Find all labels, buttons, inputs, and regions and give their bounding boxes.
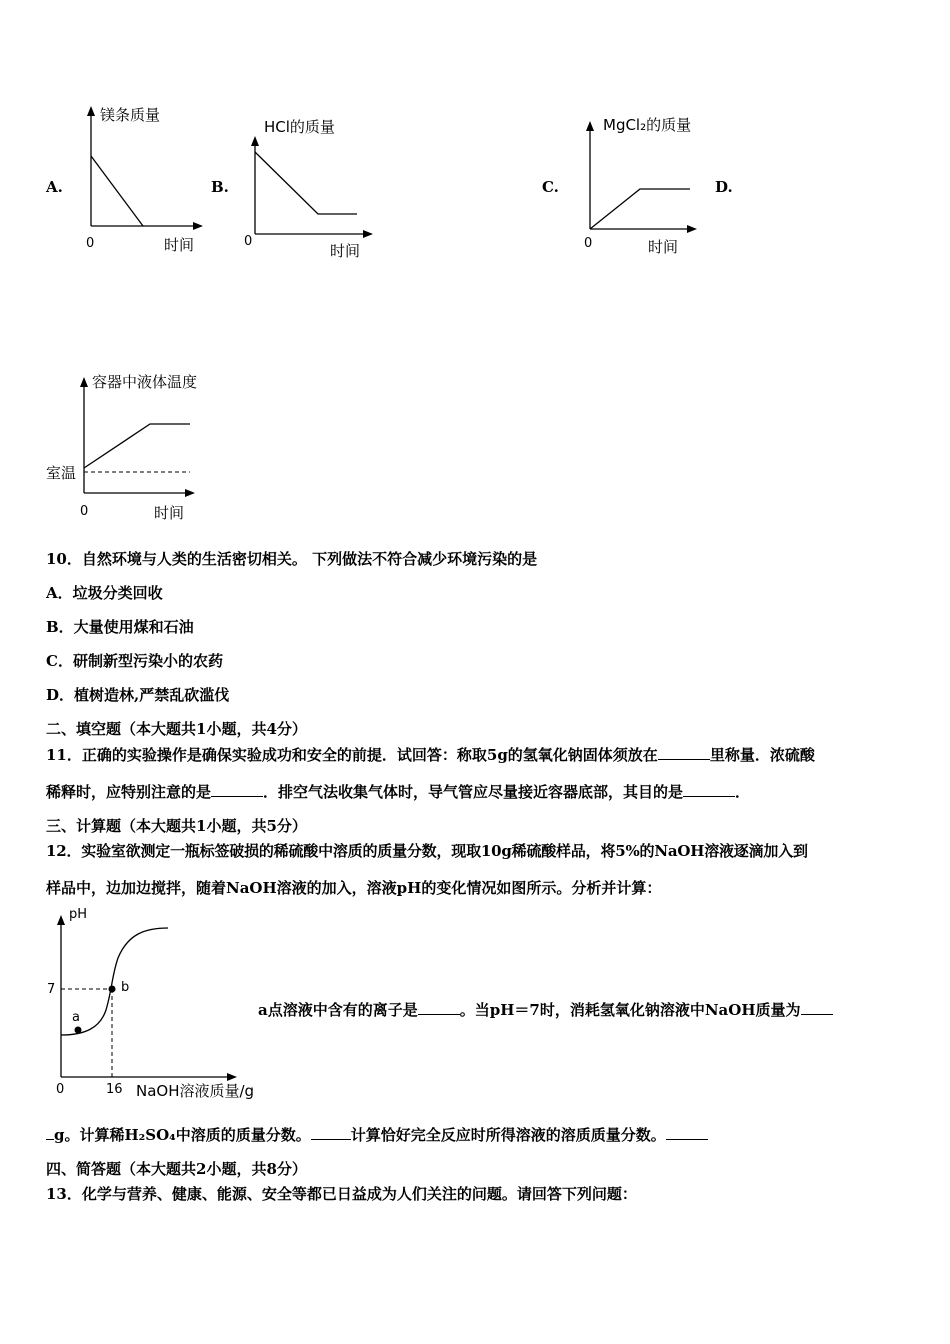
graph-b-xlabel: 时间	[330, 242, 361, 260]
q12-side-text-1: a点溶液中含有的离子是	[258, 1001, 418, 1019]
option-a-label: A.	[46, 178, 63, 196]
graph-b-origin: 0	[244, 234, 253, 249]
graph-d-ylabel: 容器中液体温度	[92, 373, 198, 391]
section-3-title: 三、计算题（本大题共1小题，共5分）	[46, 817, 307, 835]
q12-blank-4[interactable]	[666, 1125, 708, 1140]
ph-point-b	[109, 986, 116, 993]
graph-a-ylabel: 镁条质量	[100, 106, 161, 124]
ph-y-arrow	[57, 915, 65, 925]
ph-tick-7: 7	[47, 982, 56, 997]
option-c-label: C.	[542, 178, 559, 196]
graph-d-room-label: 室温	[46, 464, 77, 482]
q12-side-text-2: 。当pH＝7时，消耗氢氧化钠溶液中NaOH质量为	[459, 1001, 801, 1019]
q12-text-3b: 计算恰好完全反应时所得溶液的溶质质量分数。	[350, 1126, 666, 1144]
ph-label-b: b	[121, 980, 130, 995]
q10-option-d: D．植树造林,严禁乱砍滥伐	[46, 686, 230, 704]
graph-a-origin: 0	[86, 236, 95, 251]
q12-side-text	[258, 999, 833, 1020]
ph-label-a: a	[72, 1010, 80, 1025]
graph-d-xlabel: 时间	[154, 504, 185, 522]
ph-tick-16: 16	[106, 1082, 123, 1097]
q12-line-2: 样品中，边加边搅拌，随着NaOH溶液的加入，溶液pH的变化情况如图所示。分析并计算：	[46, 879, 662, 897]
q12-line-3	[46, 1124, 708, 1145]
section-4-title: 四、简答题（本大题共2小题，共8分）	[46, 1160, 307, 1178]
graph-c-origin: 0	[584, 236, 593, 251]
option-b-label: B.	[211, 178, 229, 196]
section-2-title: 二、填空题（本大题共1小题，共4分）	[46, 720, 307, 738]
graph-c-xlabel: 时间	[648, 238, 679, 256]
q10-stem: 10．自然环境与人类的生活密切相关。 下列做法不符合减少环境污染的是	[46, 550, 538, 568]
q11-text-5: ．	[735, 783, 751, 801]
q11-text-3: 稀释时，应特别注意的是	[46, 783, 212, 801]
q13-stem: 13．化学与营养、健康、能源、安全等都已日益成为人们关注的问题。请回答下列问题：	[46, 1185, 637, 1203]
ph-xlabel: NaOH溶液质量/g	[136, 1082, 255, 1100]
option-d-label: D.	[715, 178, 733, 196]
ph-ylabel: pH	[69, 907, 88, 922]
graph-b-ylabel: HCl的质量	[264, 118, 335, 136]
q10-option-a: A．垃圾分类回收	[46, 584, 163, 602]
q10-option-c: C．研制新型污染小的农药	[46, 652, 223, 670]
q11-text-1: 11．正确的实验操作是确保实验成功和安全的前提．试回答：称取5g的氢氧化钠固体须放在	[46, 746, 658, 764]
q12-blank-3[interactable]	[311, 1125, 351, 1140]
ph-origin: 0	[56, 1082, 65, 1097]
q12-blank-2-cont[interactable]	[46, 1125, 54, 1140]
graph-a-xlabel: 时间	[164, 236, 195, 254]
q12-line-1: 12．实验室欲测定一瓶标签破损的稀硫酸中溶质的质量分数，现取10g稀硫酸样品，将5%的NaOH溶液逐滴加入到	[46, 842, 808, 860]
graph-d-origin: 0	[80, 504, 89, 519]
q12-text-3a: g。计算稀H₂SO₄中溶质的质量分数。	[54, 1126, 311, 1144]
q12-blank-1[interactable]	[418, 1000, 460, 1015]
ph-point-a	[75, 1027, 82, 1034]
graph-c-ylabel: MgCl₂的质量	[603, 116, 692, 134]
q11-text-4: ．排空气法收集气体时，导气管应尽量接近容器底部，其目的是	[263, 783, 684, 801]
q12-blank-2[interactable]	[801, 1000, 833, 1015]
q10-option-b: B．大量使用煤和石油	[46, 618, 194, 636]
q11-text-2: 里称量．浓硫酸	[709, 746, 815, 764]
